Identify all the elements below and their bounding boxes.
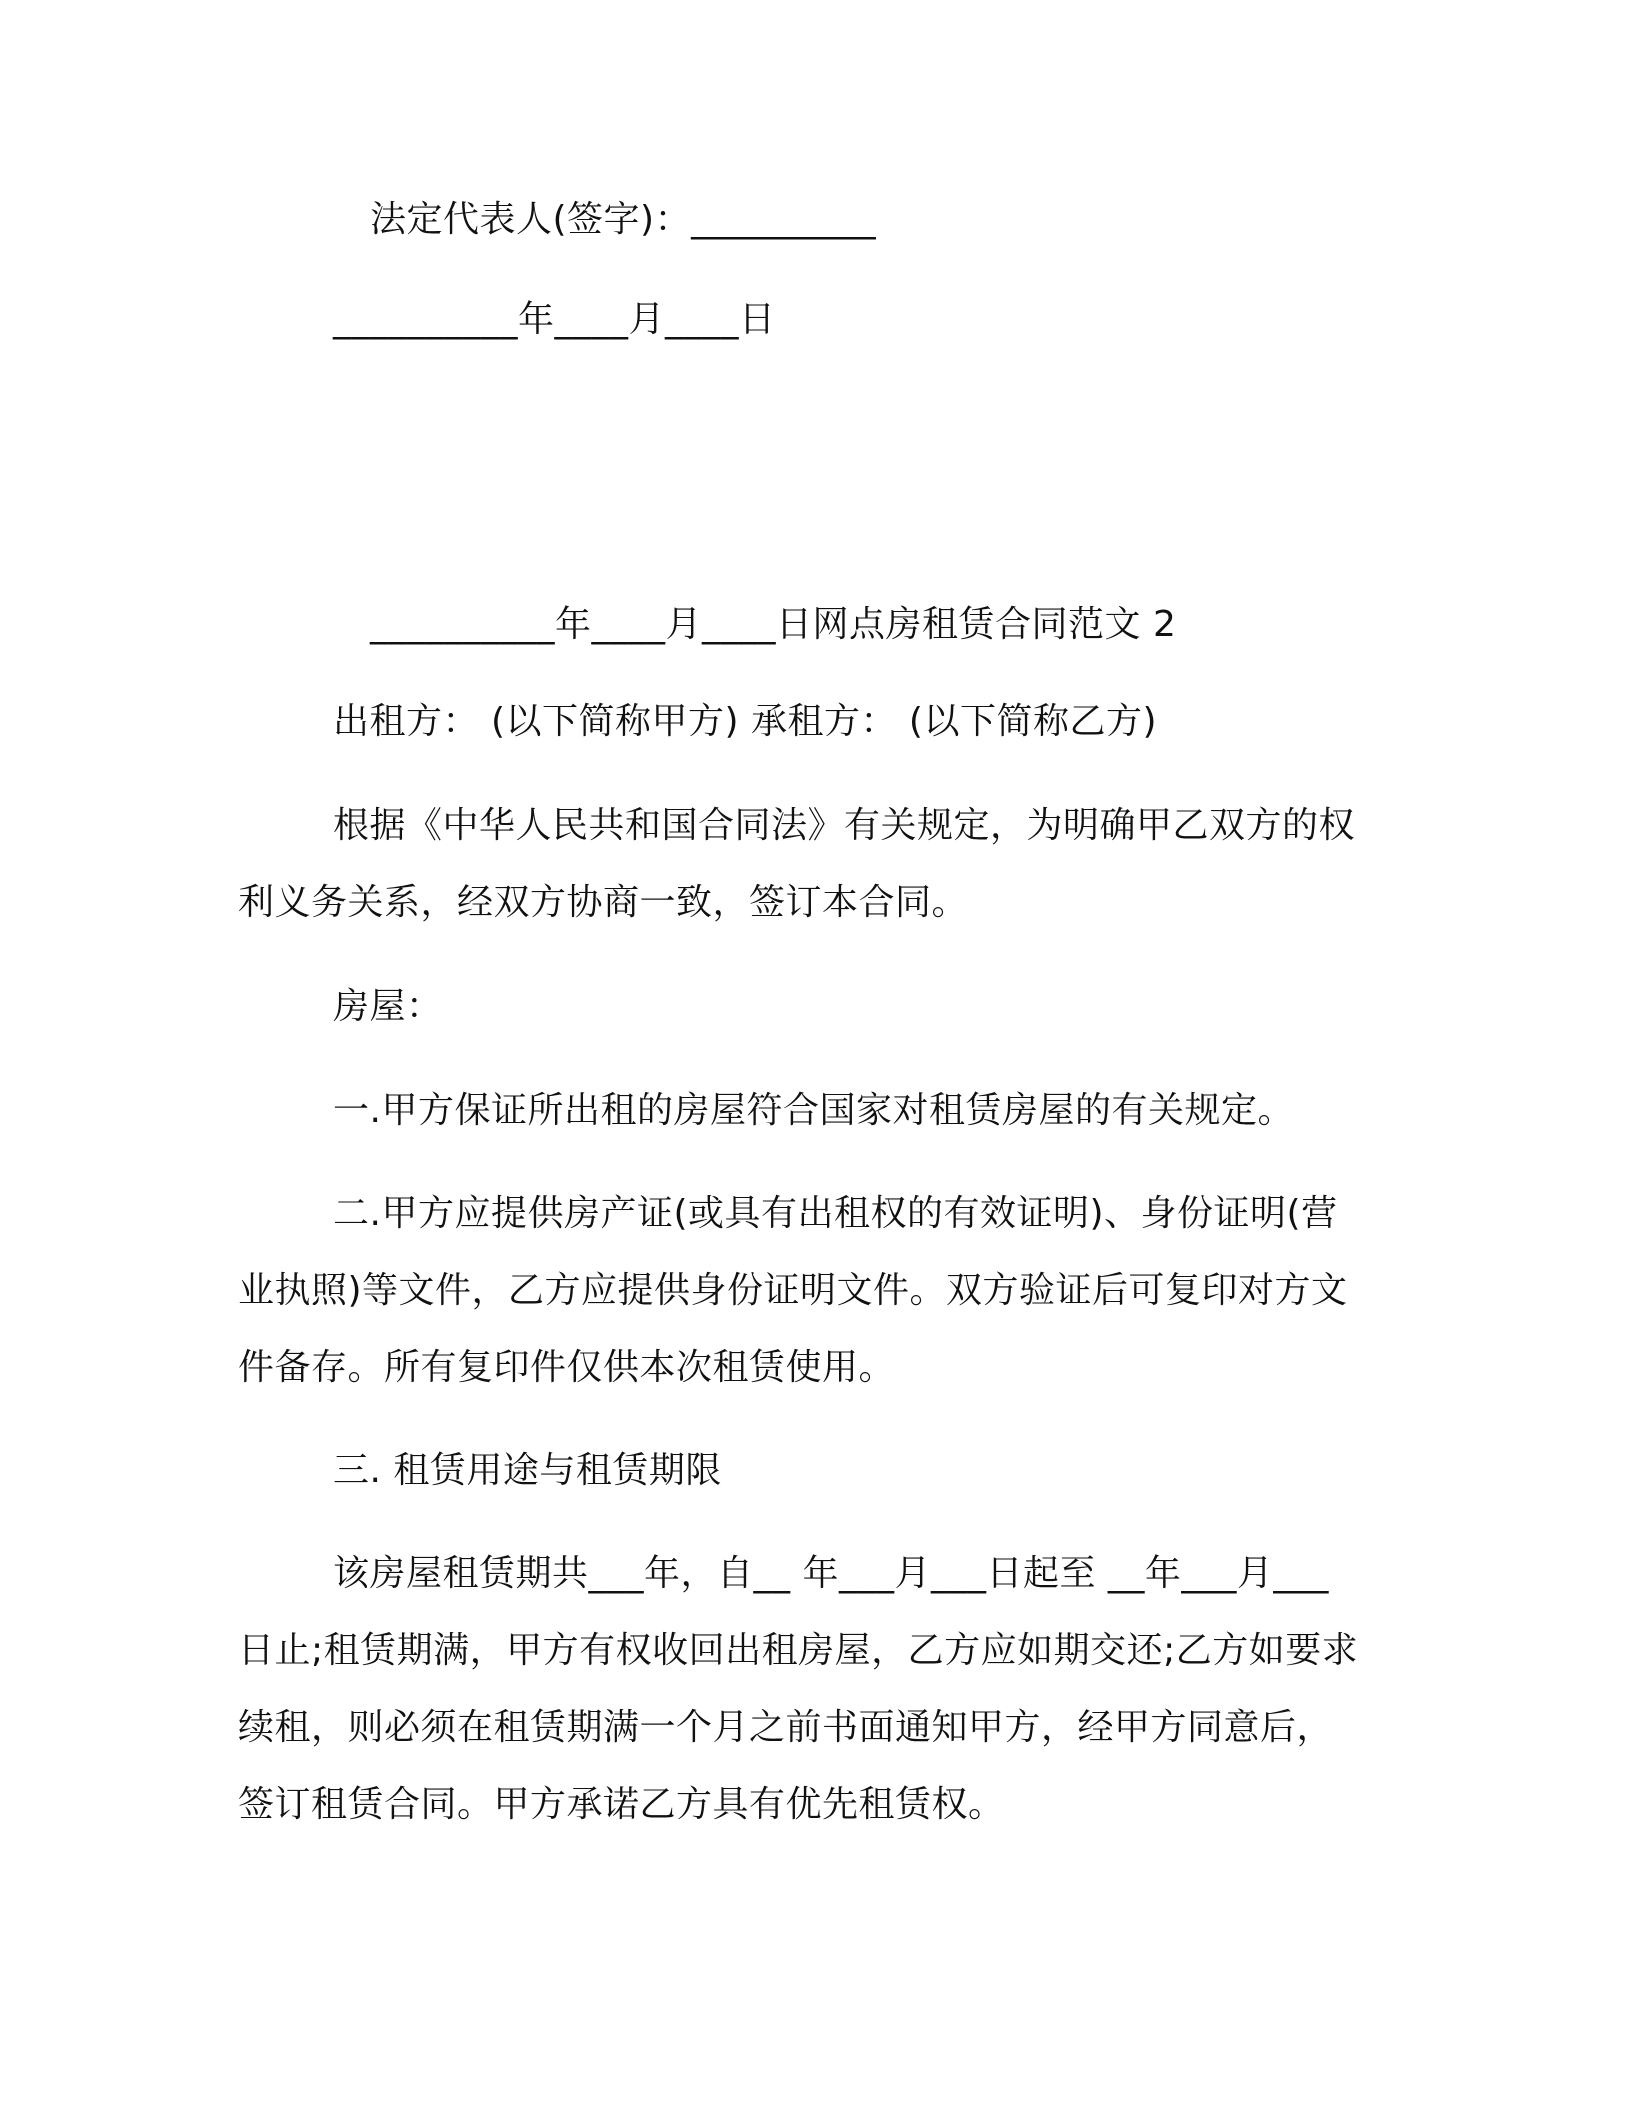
clause-2-line-3: 件备存。所有复印件仅供本次租赁使用。 <box>238 1347 896 1388</box>
parties-line: 出租方： (以下简称甲方) 承租方： (以下简称乙方) <box>333 701 1158 742</box>
term-paragraph-line-4: 签订租赁合同。甲方承诺乙方具有优先租赁权。 <box>238 1784 1005 1825</box>
preamble-line-2: 利义务关系，经双方协商一致，签订本合同。 <box>238 882 969 923</box>
signature-date-line: __________年____月____日 <box>333 299 776 340</box>
term-paragraph-line-2: 日止;租赁期满，甲方有权收回出租房屋，乙方应如期交还;乙方如要求 <box>238 1630 1359 1671</box>
house-heading: 房屋： <box>333 986 443 1027</box>
preamble-line-1: 根据《中华人民共和国合同法》有关规定，为明确甲乙双方的权 <box>333 805 1356 846</box>
clause-3-heading: 三. 租赁用途与租赁期限 <box>333 1450 722 1491</box>
term-paragraph-line-1: 该房屋租赁期共___年，自__ 年___月___日起至 __年___月___ <box>333 1553 1329 1594</box>
legal-representative-signature-line: 法定代表人(签字)：__________ <box>370 199 877 240</box>
term-paragraph-line-3: 续租，则必须在租赁期满一个月之前书面通知甲方，经甲方同意后， <box>238 1707 1334 1748</box>
clause-2-line-1: 二.甲方应提供房产证(或具有出租权的有效证明)、身份证明(营 <box>333 1193 1338 1234</box>
clause-2-line-2: 业执照)等文件，乙方应提供身份证明文件。双方验证后可复印对方文 <box>238 1270 1348 1311</box>
contract-title: __________年____月____日网点房租赁合同范文 2 <box>370 604 1177 645</box>
clause-1: 一.甲方保证所出租的房屋符合国家对租赁房屋的有关规定。 <box>333 1090 1294 1131</box>
